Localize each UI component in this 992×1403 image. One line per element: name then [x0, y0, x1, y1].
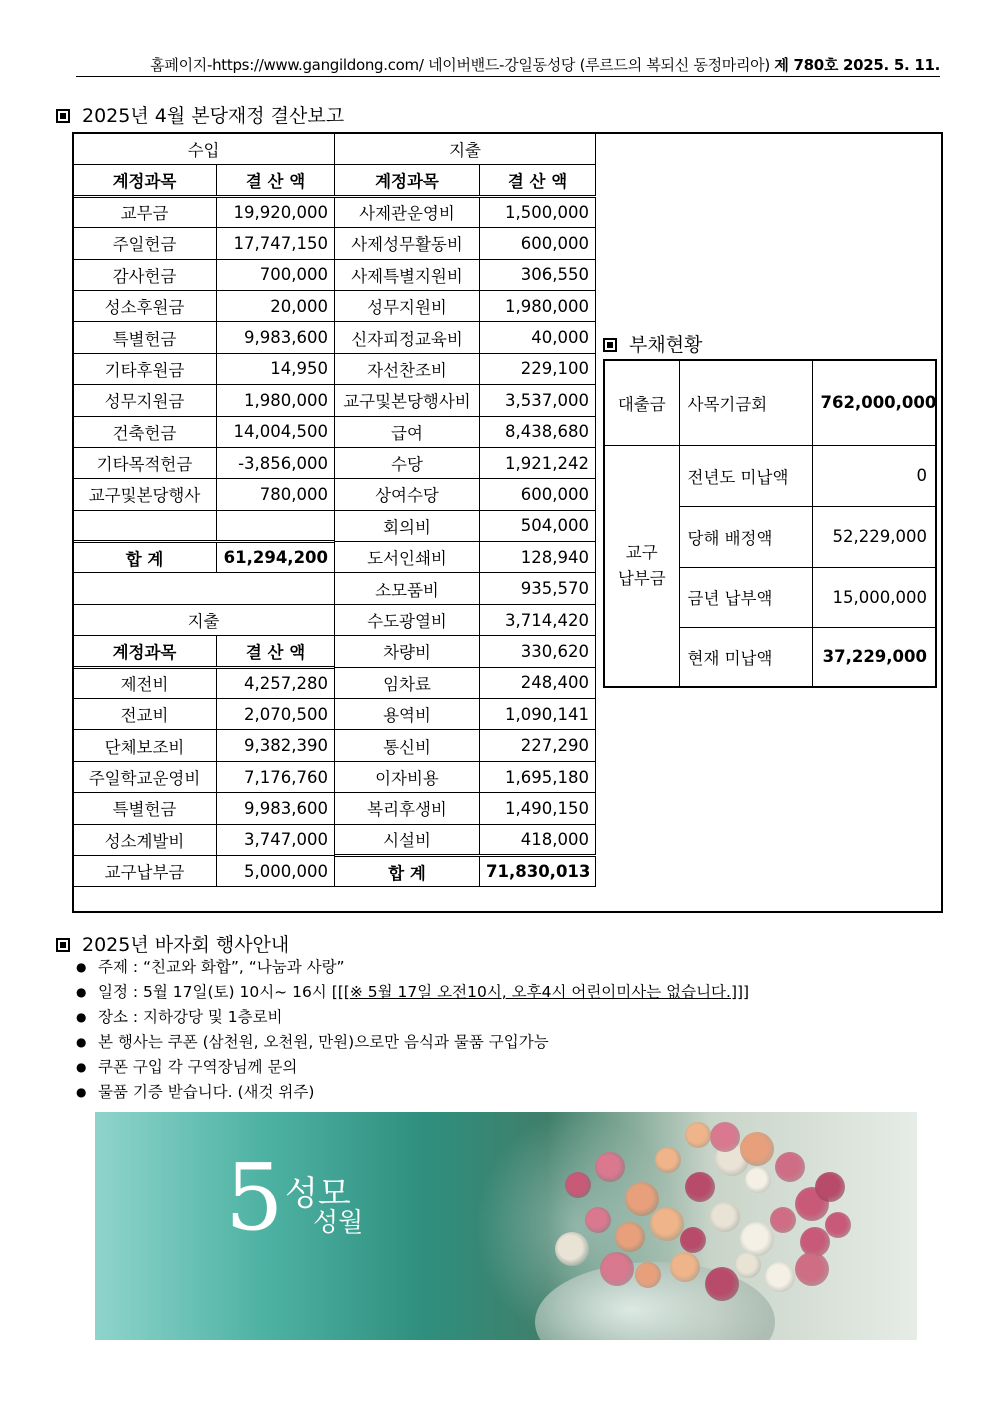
income-amount: -3,856,000	[217, 447, 335, 478]
flower-shape	[735, 1252, 761, 1278]
debt-row-label: 전년도 미납액	[679, 445, 812, 506]
column-header-row	[73, 636, 335, 667]
income-total-amount: 61,294,200	[217, 542, 335, 573]
income-amount: 9,983,600	[217, 322, 335, 353]
expense-account: 성무지원비	[335, 290, 480, 321]
flower-shape	[650, 1207, 684, 1241]
col-account-header: 계정과목	[335, 165, 480, 196]
expense-account: 제전비	[73, 667, 217, 698]
income-blank-row	[73, 510, 335, 541]
expense-total-amount: 71,830,013	[480, 855, 596, 886]
expense-amount: 7,176,760	[217, 761, 335, 792]
flower-shape	[710, 1202, 740, 1232]
expense-row	[73, 761, 335, 792]
loan-source: 사목기금회	[679, 360, 812, 445]
bazaar-section-title	[56, 930, 289, 957]
expense-account: 통신비	[335, 730, 480, 761]
col-amount-header: 결 산 액	[480, 165, 596, 196]
expense-section-header	[335, 134, 596, 165]
flower-shape	[740, 1132, 774, 1166]
expense-row	[335, 730, 596, 761]
income-section-header	[73, 134, 335, 165]
flower-shape	[615, 1222, 645, 1252]
expense-account: 수도광열비	[335, 604, 480, 635]
flower-shape	[555, 1232, 589, 1266]
flower-shape	[795, 1252, 829, 1286]
expense-row	[335, 793, 596, 824]
debt-row-amount: 0	[812, 445, 936, 506]
flower-shape	[600, 1252, 634, 1286]
income-total-row	[73, 542, 335, 573]
flower-shape	[765, 1262, 795, 1292]
expense-table	[334, 133, 596, 887]
flower-shape	[625, 1182, 659, 1216]
expense-row	[335, 824, 596, 855]
expense-amount: 9,382,390	[217, 730, 335, 761]
blank-cell	[217, 510, 335, 541]
expense-amount: 229,100	[480, 353, 596, 384]
income-account: 성소후원금	[73, 290, 217, 321]
expense-amount: 600,000	[480, 479, 596, 510]
schedule-note: ※ 5월 17일 오전10시, 오후4시 어린이미사는 없습니다.	[349, 983, 731, 1001]
col-account-header: 계정과목	[73, 636, 217, 667]
expense-account: 주일학교운영비	[73, 761, 217, 792]
income-total-label: 합 계	[73, 542, 217, 573]
expense-account: 전교비	[73, 699, 217, 730]
expense-account: 도서인쇄비	[335, 542, 480, 573]
income-row	[73, 385, 335, 416]
expense-total-row	[335, 855, 596, 886]
loan-amount: 762,000,000	[812, 360, 936, 445]
square-bullet-icon	[56, 109, 70, 123]
expense-amount: 330,620	[480, 636, 596, 667]
expense-account: 교구납부금	[73, 855, 217, 886]
expense-account: 사제특별지원비	[335, 259, 480, 290]
notice-item: ● 주제 : “친교와 화합”, “나눔과 사랑”	[76, 955, 749, 980]
expense-account: 상여수당	[335, 479, 480, 510]
income-row	[73, 416, 335, 447]
expense-account: 급여	[335, 416, 480, 447]
expense-row	[73, 699, 335, 730]
expense-amount: 128,940	[480, 542, 596, 573]
expense-row	[335, 228, 596, 259]
col-amount-header: 결 산 액	[217, 636, 335, 667]
income-table	[72, 133, 335, 887]
expense-amount: 504,000	[480, 510, 596, 541]
expense-amount: 1,980,000	[480, 290, 596, 321]
income-amount: 780,000	[217, 479, 335, 510]
expense-row	[335, 542, 596, 573]
debt-table	[603, 359, 937, 688]
flower-shape	[685, 1122, 711, 1148]
flower-shape	[670, 1252, 700, 1282]
income-header: 수입	[73, 134, 335, 165]
income-account: 교무금	[73, 196, 217, 227]
expense-amount: 4,257,280	[217, 667, 335, 698]
expense-account: 시설비	[335, 824, 480, 855]
expense-account: 성소계발비	[73, 824, 217, 855]
debt-row-amount: 15,000,000	[812, 567, 936, 627]
expense-row	[335, 385, 596, 416]
issue-number: 제 780호 2025. 5. 11.	[774, 56, 940, 74]
square-bullet-icon	[603, 338, 617, 352]
spacer-cell	[73, 573, 335, 604]
flower-shape	[635, 1262, 661, 1288]
income-account: 기타목적헌금	[73, 447, 217, 478]
bazaar-notice-list	[76, 955, 749, 1105]
expense-row	[335, 699, 596, 730]
debt-row-label: 당해 배정액	[679, 506, 812, 567]
debt-row-amount: 37,229,000	[812, 627, 936, 687]
expense-total-label: 합 계	[335, 855, 480, 886]
flower-shape	[595, 1152, 625, 1182]
square-bullet-icon	[56, 938, 70, 952]
expense-account: 자선찬조비	[335, 353, 480, 384]
expense-row	[73, 667, 335, 698]
flower-shape	[585, 1207, 611, 1233]
expense-row	[335, 761, 596, 792]
page-header	[76, 54, 940, 77]
banner-line2: 성월	[313, 1208, 364, 1238]
expense-account: 복리후생비	[335, 793, 480, 824]
income-amount: 14,004,500	[217, 416, 335, 447]
expense-amount: 248,400	[480, 667, 596, 698]
expense-row	[335, 322, 596, 353]
expense-account: 교구및본당행사비	[335, 385, 480, 416]
banner-line1: 성모	[285, 1174, 351, 1214]
income-account: 교구및본당행사	[73, 479, 217, 510]
loan-row	[604, 360, 936, 445]
expense-amount: 5,000,000	[217, 855, 335, 886]
bazaar-title-text: 2025년 바자회 행사안내	[82, 934, 290, 956]
flower-shape	[705, 1267, 739, 1301]
income-account: 기타후원금	[73, 353, 217, 384]
income-amount: 1,980,000	[217, 385, 335, 416]
expense-amount: 600,000	[480, 228, 596, 259]
debt-section-title	[603, 330, 702, 357]
income-amount: 19,920,000	[217, 196, 335, 227]
col-account-header: 계정과목	[73, 165, 217, 196]
expense-amount: 306,550	[480, 259, 596, 290]
notice-schedule: 일정 : 5월 17일(토) 10시~ 16시 [[[	[98, 983, 350, 1001]
expense-row	[335, 416, 596, 447]
header-text: 홈페이지-https://www.gangildong.com/ 네이버밴드-강일동성당 (루르드의 복되신 동정마리아)	[150, 56, 770, 74]
finance-section-title	[56, 101, 344, 128]
expense-amount: 1,500,000	[480, 196, 596, 227]
income-amount: 700,000	[217, 259, 335, 290]
expense-amount: 1,921,242	[480, 447, 596, 478]
income-row	[73, 259, 335, 290]
debt-row-amount: 52,229,000	[812, 506, 936, 567]
flower-shape	[775, 1152, 805, 1182]
income-row	[73, 290, 335, 321]
notice-item: ● 물품 기증 받습니다. (새것 위주)	[76, 1080, 749, 1105]
expense-amount: 935,570	[480, 573, 596, 604]
flower-shape	[815, 1172, 845, 1202]
expense-amount: 418,000	[480, 824, 596, 855]
expense-row	[335, 259, 596, 290]
income-row	[73, 228, 335, 259]
flower-shape	[710, 1122, 740, 1152]
expense-account: 특별헌금	[73, 793, 217, 824]
debt-row-label: 현재 미납액	[679, 627, 812, 687]
expense-account: 단체보조비	[73, 730, 217, 761]
income-row	[73, 479, 335, 510]
expense-amount: 1,695,180	[480, 761, 596, 792]
expense-amount: 3,714,420	[480, 604, 596, 635]
expense-row	[73, 824, 335, 855]
expense-row	[73, 855, 335, 886]
expense-account: 신자피정교육비	[335, 322, 480, 353]
expense-account: 사제성무활동비	[335, 228, 480, 259]
expense-amount: 2,070,500	[217, 699, 335, 730]
expense-account: 이자비용	[335, 761, 480, 792]
expense-row	[335, 636, 596, 667]
expense-account: 사제관운영비	[335, 196, 480, 227]
income-account: 주일헌금	[73, 228, 217, 259]
column-header-row	[73, 165, 335, 196]
debt-row	[604, 445, 936, 506]
expense-row	[335, 290, 596, 321]
expense-row	[335, 447, 596, 478]
debt-title-text: 부채현황	[629, 334, 703, 356]
expense-account: 회의비	[335, 510, 480, 541]
expense-amount: 9,983,600	[217, 793, 335, 824]
finance-title-text: 2025년 4월 본당재정 결산보고	[82, 105, 345, 127]
expense-row	[73, 793, 335, 824]
expense-account: 차량비	[335, 636, 480, 667]
income-account: 건축헌금	[73, 416, 217, 447]
schedule-close: ]]]	[730, 983, 750, 1001]
income-row	[73, 322, 335, 353]
notice-item	[76, 980, 749, 1005]
expense-amount: 40,000	[480, 322, 596, 353]
notice-item: ● 쿠폰 구입 각 구역장님께 문의	[76, 1055, 749, 1080]
income-amount: 14,950	[217, 353, 335, 384]
expense-row	[335, 667, 596, 698]
expense-account: 임차료	[335, 667, 480, 698]
flower-shape	[685, 1172, 715, 1202]
expense-row	[335, 573, 596, 604]
flower-shape	[770, 1207, 796, 1233]
expense-amount: 227,290	[480, 730, 596, 761]
expense-row	[335, 196, 596, 227]
banner-title	[225, 1144, 364, 1251]
expense-amount: 3,537,000	[480, 385, 596, 416]
debt-row-label: 금년 납부액	[679, 567, 812, 627]
expense-account: 수당	[335, 447, 480, 478]
expense-account: 소모품비	[335, 573, 480, 604]
col-amount-header: 결 산 액	[217, 165, 335, 196]
flower-shape	[745, 1167, 771, 1193]
expense-section-header	[73, 604, 335, 635]
expense-row	[335, 510, 596, 541]
expense-account: 용역비	[335, 699, 480, 730]
income-account: 감사헌금	[73, 259, 217, 290]
expense-amount: 1,490,150	[480, 793, 596, 824]
notice-item: ● 본 행사는 쿠폰 (삼천원, 오천원, 만원)으로만 음식과 물품 구입가능	[76, 1030, 749, 1055]
may-banner-image	[95, 1112, 917, 1340]
spacer-row	[73, 573, 335, 604]
flower-shape	[655, 1147, 681, 1173]
income-account: 특별헌금	[73, 322, 217, 353]
banner-number: 5	[225, 1144, 284, 1251]
income-row	[73, 447, 335, 478]
diocese-label: 교구 납부금	[604, 445, 679, 687]
expense-row	[335, 353, 596, 384]
income-row	[73, 353, 335, 384]
expense-amount: 1,090,141	[480, 699, 596, 730]
expense-row	[335, 604, 596, 635]
notice-item: ● 장소 : 지하강당 및 1층로비	[76, 1005, 749, 1030]
income-account: 성무지원금	[73, 385, 217, 416]
flower-shape	[825, 1212, 851, 1238]
income-amount: 17,747,150	[217, 228, 335, 259]
income-amount: 20,000	[217, 290, 335, 321]
flower-shape	[740, 1222, 774, 1256]
loan-label: 대출금	[604, 360, 679, 445]
expense-row	[73, 730, 335, 761]
flower-shape	[565, 1172, 591, 1198]
expense-row	[335, 479, 596, 510]
expense-amount: 3,747,000	[217, 824, 335, 855]
flower-shape	[680, 1227, 706, 1253]
expense-header-left: 지출	[73, 604, 335, 635]
blank-cell	[73, 510, 217, 541]
income-row	[73, 196, 335, 227]
expense-amount: 8,438,680	[480, 416, 596, 447]
column-header-row	[335, 165, 596, 196]
expense-header-right: 지출	[335, 134, 596, 165]
